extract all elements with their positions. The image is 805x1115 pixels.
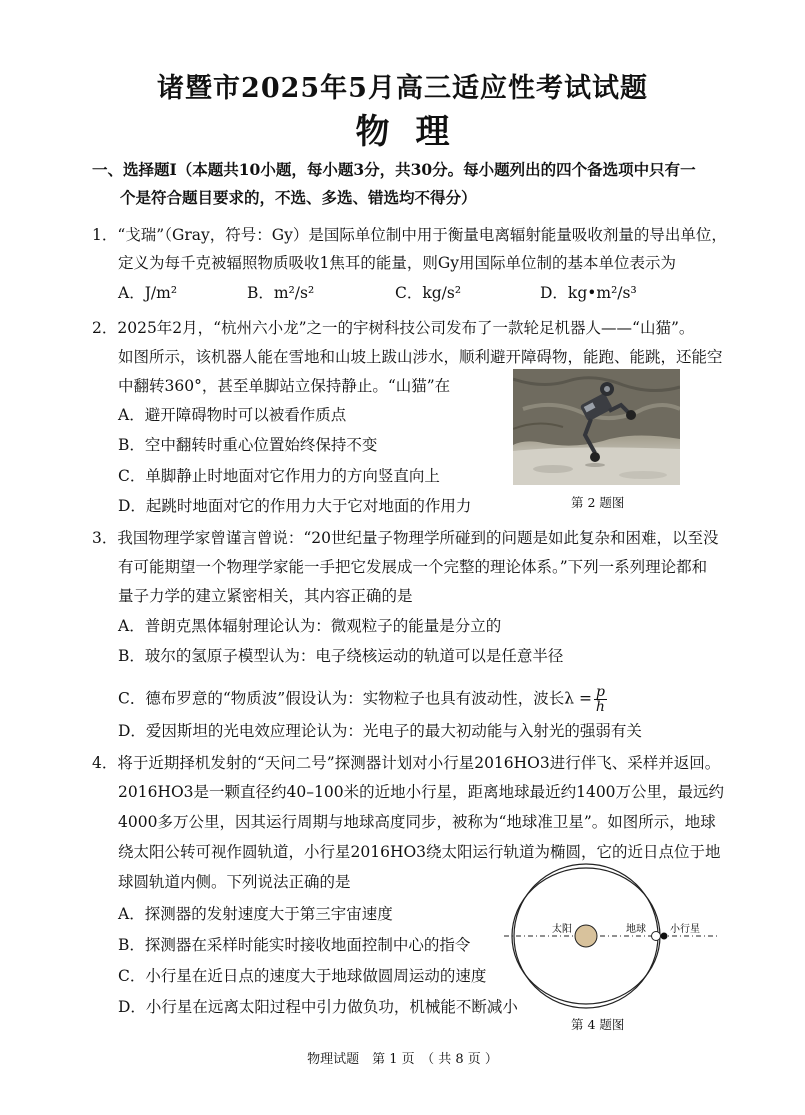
q4-stem-line5: 球圆轨道内侧。下列说法正确的是	[118, 873, 351, 891]
q2-option-d: D．起跳时地面对它的作用力大于它对地面的作用力	[118, 497, 472, 515]
q2-option-b: B．空中翻转时重心位置始终保持不变	[118, 436, 378, 454]
q4-stem-line2: 2016HO3是一颗直径约40–100米的近地小行星，距离地球最近约1400万公里，最远约	[118, 783, 725, 801]
q4-stem-line4: 绕太阳公转可视作圆轨道，小行星2016HO3绕太阳运行轨道为椭圆，它的近日点位于地	[118, 843, 721, 861]
q2-stem-line1: 2．2025年2月，“杭州六小龙”之一的宇树科技公司发布了一款轮足机器人——“山猫”。	[92, 319, 695, 337]
wavelength-formula	[594, 685, 607, 714]
q2-option-c: C．单脚静止时地面对它作用力的方向竖直向上	[118, 467, 440, 485]
q4-option-b: B．探测器在采样时能实时接收地面控制中心的指令	[118, 936, 471, 954]
q3-option-c-text: C．德布罗意的“物质波”假设认为：实物粒子也具有波动性，波长λ =	[118, 689, 592, 708]
q4-option-a: A．探测器的发射速度大于第三宇宙速度	[118, 905, 393, 923]
exam-title: 诸暨市2025年5月高三适应性考试试题	[157, 73, 648, 104]
formula-numerator: p	[595, 684, 605, 700]
q1-stem-line2: 定义为每千克被辐照物质吸收1焦耳的能量，则Gy用国际单位制的基本单位表示为	[118, 254, 677, 272]
q4-option-c: C．小行星在近日点的速度大于地球做圆周运动的速度	[118, 967, 487, 985]
asteroid-label: 小行星	[670, 924, 700, 935]
q3-option-c	[118, 685, 607, 714]
q3-option-b: B．玻尔的氢原子模型认为：电子绕核运动的轨道可以是任意半径	[118, 647, 564, 665]
q1-option-b: B．m²/s²	[247, 284, 315, 302]
page-footer: 物理试题 第 1 页 （ 共 8 页 ）	[307, 1052, 498, 1067]
q4-stem-line3: 4000多万公里，因其运行周期与地球高度同步，被称为“地球准卫星”。如图所示，地球	[118, 813, 716, 831]
orbit-diagram	[496, 860, 726, 1010]
sun-icon	[575, 925, 597, 947]
q2-stem-line2: 如图所示，该机器人能在雪地和山坡上跋山涉水，顺利避开障碍物，能跑、能跳，还能空	[118, 348, 723, 366]
q4-option-d: D．小行星在远离太阳过程中引力做负功，机械能不断减小	[118, 998, 518, 1016]
formula-denominator: h	[595, 699, 605, 715]
q3-option-a: A．普朗克黑体辐射理论认为：微观粒子的能量是分立的	[118, 617, 502, 635]
q2-figure-caption: 第 2 题图	[571, 495, 625, 510]
sun-label: 太阳	[552, 924, 572, 935]
q1-option-d: D．kg•m²/s³	[540, 284, 637, 302]
q4-figure-caption: 第 4 题图	[571, 1017, 625, 1032]
asteroid-icon	[661, 933, 668, 940]
q2-option-a: A．避开障碍物时可以被看作质点	[118, 406, 347, 424]
q3-stem-line3: 量子力学的建立紧密相关，其内容正确的是	[118, 587, 413, 605]
q1-stem-line1: 1．“戈瑞”（Gray，符号：Gy）是国际单位制中用于衡量电离辐射能量吸收剂量的导出单位，	[92, 226, 727, 244]
earth-label: 地球	[626, 924, 646, 935]
q3-stem-line2: 有可能期望一个物理学家能一手把它发展成一个完整的理论体系。”下列一系列理论都和	[118, 558, 708, 576]
section-heading-line1: 一、选择题Ⅰ（本题共10小题，每小题3分，共30分。每小题列出的四个备选项中只有一	[92, 160, 696, 179]
earth-icon	[652, 932, 661, 941]
subject-title: 物理	[355, 112, 476, 152]
q3-stem-line1: 3．我国物理学家曾谨言曾说：“20世纪量子物理学所碰到的问题是如此复杂和困难，以至没	[92, 529, 719, 547]
q1-option-a: A．J/m²	[118, 284, 178, 302]
q1-option-c: C．kg/s²	[395, 284, 462, 302]
robot-illustration	[513, 369, 680, 485]
q4-stem-line1: 4．将于近期择机发射的“天问二号”探测器计划对小行星2016HO3进行伴飞、采样并返回。	[92, 754, 721, 772]
robot-photo	[513, 369, 680, 485]
q3-option-d: D．爱因斯坦的光电效应理论认为：光电子的最大初动能与入射光的强弱有关	[118, 722, 642, 740]
q2-stem-line3: 中翻转360°，甚至单脚站立保持静止。“山猫”在	[118, 377, 451, 395]
section-heading-line2: 个是符合题目要求的，不选、多选、错选均不得分）	[120, 188, 477, 207]
